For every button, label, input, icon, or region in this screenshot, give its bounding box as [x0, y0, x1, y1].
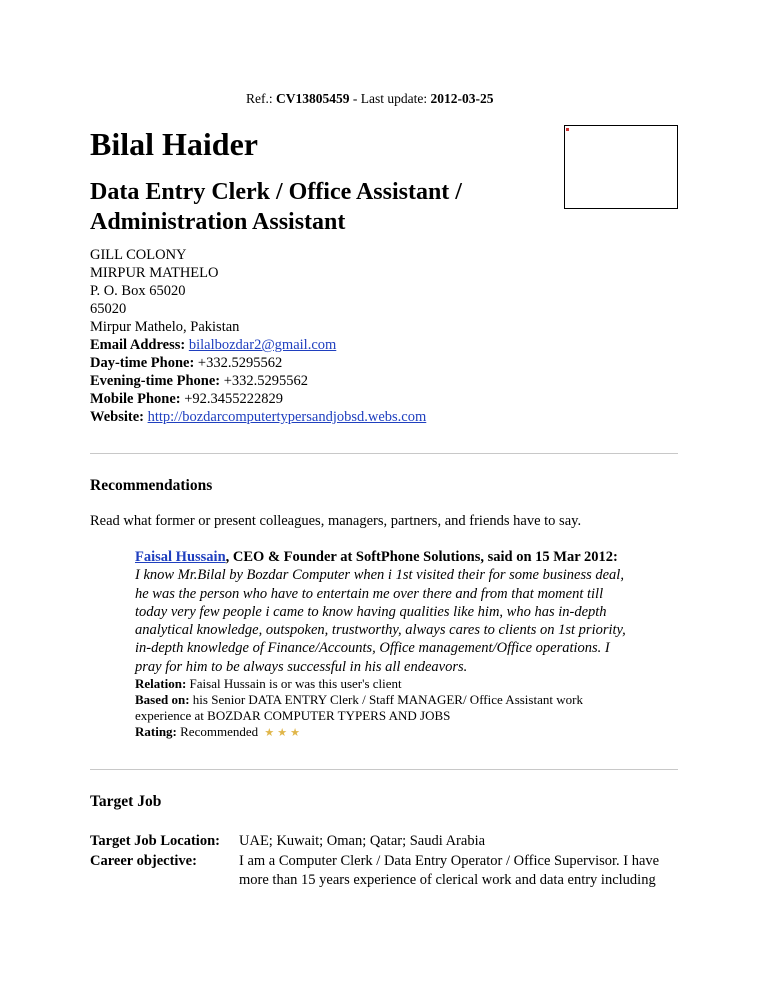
based-on-label: Based on:	[135, 692, 190, 708]
evening-phone-label: Evening-time Phone:	[90, 373, 221, 389]
rating-label: Rating:	[135, 724, 177, 740]
recommendation-item	[135, 548, 655, 741]
based-on-row	[135, 692, 625, 724]
ref-label: Ref.:	[246, 91, 273, 106]
career-objective-row	[90, 852, 678, 892]
recommendations-intro: Read what former or present colleagues, managers, partners, and friends have to say.	[90, 513, 582, 529]
career-objective-value: I am a Computer Clerk / Data Entry Operator / Office Supervisor. I have more than 15 years experience of clerical work and data entry including	[239, 853, 660, 888]
target-location-value: UAE; Kuwait; Oman; Qatar; Saudi Arabia	[239, 833, 486, 849]
star-icon: ★	[290, 727, 300, 740]
address-line: GILL COLONY	[90, 247, 187, 263]
ref-id: CV13805459	[276, 91, 350, 106]
mobile-phone-value: +92.3455222829	[184, 391, 284, 407]
last-update-label: - Last update:	[352, 91, 428, 106]
title-line-1: Data Entry Clerk / Office Assistant /	[90, 179, 462, 205]
address-line: 65020	[90, 301, 127, 317]
mobile-phone-row	[90, 390, 426, 408]
contact-block	[90, 246, 426, 426]
recommender-link[interactable]: Faisal Hussain	[135, 549, 226, 565]
email-row	[90, 336, 426, 354]
last-update-date: 2012-03-25	[430, 91, 494, 106]
recommender-details: , CEO & Founder at SoftPhone Solutions, said on 15 Mar 2012:	[225, 549, 618, 565]
rating-value: Recommended	[180, 724, 259, 740]
career-objective-label: Career objective:	[90, 853, 197, 869]
relation-label: Relation:	[135, 676, 187, 692]
day-phone-label: Day-time Phone:	[90, 355, 195, 371]
star-icon: ★	[264, 727, 275, 740]
recommendation-byline	[135, 548, 655, 566]
recommendation-quote: I know Mr.Bilal by Bozdar Computer when i 1st visited their for some business deal, he was the person who have to entertain me over there and from that moment till today very few people i came to know having qualities like him, who has in-depth analytical knowledge, outspoken, trustworthy, always cares to clients on 1st priority, in-depth knowledge of Finance/Accounts, Office management/Office operations. I pray for him to be always successful in his all endeavors.	[135, 567, 626, 675]
broken-image-icon	[566, 128, 569, 131]
based-on-value: his Senior DATA ENTRY Clerk / Staff MANAGER/ Office Assistant work experience at BOZDAR COMPUTER TYPERS AND JOBS	[135, 692, 583, 724]
divider	[90, 769, 678, 770]
address-line: P. O. Box 65020	[90, 283, 186, 299]
address-line: MIRPUR MATHELO	[90, 265, 219, 281]
divider	[90, 453, 678, 454]
photo-placeholder	[564, 125, 678, 209]
reference-line	[246, 91, 493, 107]
title-line-2: Administration Assistant	[90, 209, 346, 235]
target-job-heading: Target Job	[90, 793, 162, 810]
website-row	[90, 408, 426, 426]
relation-value: Faisal Hussain is or was this user's client	[189, 676, 402, 692]
address-line: Mirpur Mathelo, Pakistan	[90, 319, 240, 335]
day-phone-value: +332.5295562	[197, 355, 283, 371]
relation-row	[135, 676, 655, 692]
candidate-title	[90, 177, 550, 237]
target-location-label: Target Job Location:	[90, 833, 220, 849]
website-label: Website:	[90, 409, 144, 425]
recommendations-heading: Recommendations	[90, 477, 213, 494]
evening-phone-row	[90, 372, 426, 390]
day-phone-row	[90, 354, 426, 372]
website-link[interactable]: http://bozdarcomputertypersandjobsd.webs.com	[147, 409, 427, 425]
evening-phone-value: +332.5295562	[223, 373, 309, 389]
email-label: Email Address:	[90, 337, 186, 353]
candidate-name: Bilal Haider	[90, 126, 258, 162]
rating-row	[135, 724, 655, 741]
mobile-phone-label: Mobile Phone:	[90, 391, 181, 407]
target-location-row	[90, 832, 678, 850]
email-link[interactable]: bilalbozdar2@gmail.com	[188, 337, 337, 353]
star-icon: ★	[277, 727, 288, 740]
rating-stars	[261, 724, 300, 739]
